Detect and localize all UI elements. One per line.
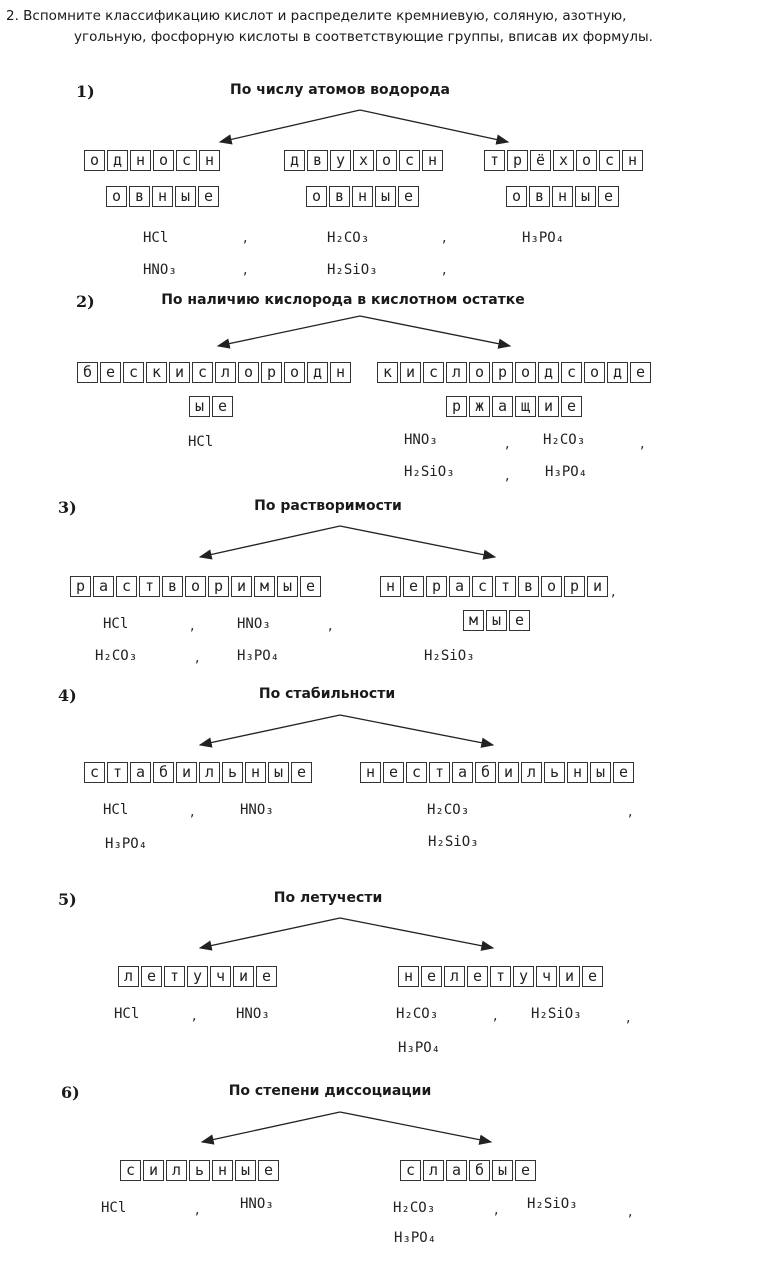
letter-box: т — [429, 762, 450, 783]
letter-box: д — [538, 362, 559, 383]
letter-box: е — [598, 186, 619, 207]
letter-box: ы — [175, 186, 196, 207]
letter-box: н — [398, 966, 419, 987]
comma-separator: , — [640, 436, 645, 452]
comma-separator: , — [442, 230, 447, 246]
letter-box: ы — [486, 610, 507, 631]
letter-box: ы — [268, 762, 289, 783]
acid-formula: H₂CO₃ — [396, 1006, 439, 1022]
acid-formula: H₂SiO₃ — [424, 648, 475, 664]
letter-box: н — [245, 762, 266, 783]
letter-box: е — [630, 362, 651, 383]
section-number: 2) — [76, 292, 95, 311]
letter-box: ь — [189, 1160, 210, 1181]
letter-box: о — [469, 362, 490, 383]
letter-box: д — [607, 362, 628, 383]
letter-box: в — [518, 576, 539, 597]
letter-box: в — [329, 186, 350, 207]
letter-box: е — [258, 1160, 279, 1181]
acid-formula: H₃PO₄ — [545, 464, 588, 480]
section-number: 5) — [58, 890, 77, 909]
letter-box: е — [256, 966, 277, 987]
letter-box: ы — [575, 186, 596, 207]
letter-box: ж — [469, 396, 490, 417]
letter-box: ы — [590, 762, 611, 783]
letter-box: с — [84, 762, 105, 783]
letter-box: б — [153, 762, 174, 783]
letter-box: и — [231, 576, 252, 597]
letter-box: е — [403, 576, 424, 597]
letter-box: ч — [210, 966, 231, 987]
letter-box: т — [107, 762, 128, 783]
letter-box: ы — [492, 1160, 513, 1181]
acid-formula: HCl — [103, 802, 129, 818]
comma-separator: , — [493, 1008, 498, 1024]
section-number: 6) — [61, 1083, 80, 1102]
letter-box: о — [84, 150, 105, 171]
acid-formula: H₃PO₄ — [394, 1230, 437, 1246]
letter-box: м — [463, 610, 484, 631]
letter-box: с — [472, 576, 493, 597]
letter-box: ь — [544, 762, 565, 783]
letter-box: а — [449, 576, 470, 597]
letter-box: д — [107, 150, 128, 171]
letter-box: с — [400, 1160, 421, 1181]
acid-formula: HNO₃ — [237, 616, 271, 632]
letter-box: н — [360, 762, 381, 783]
letter-box: о — [584, 362, 605, 383]
letter-box: о — [306, 186, 327, 207]
comma-separator: , — [611, 584, 616, 600]
letter-box: е — [613, 762, 634, 783]
letter-box: а — [130, 762, 151, 783]
letter-box: л — [521, 762, 542, 783]
letter-box: о — [185, 576, 206, 597]
letter-box: р — [208, 576, 229, 597]
letter-box: н — [199, 150, 220, 171]
acid-formula: H₂SiO₃ — [404, 464, 455, 480]
letter-box: н — [352, 186, 373, 207]
comma-separator: , — [505, 468, 510, 484]
letter-box: б — [475, 762, 496, 783]
acid-formula: HNO₃ — [240, 1196, 274, 1212]
letter-box: н — [622, 150, 643, 171]
letter-box: и — [559, 966, 580, 987]
letter-box: н — [567, 762, 588, 783]
acid-formula: HNO₃ — [240, 802, 274, 818]
acid-formula: H₂CO₃ — [327, 230, 370, 246]
letter-box: е — [291, 762, 312, 783]
letter-box: н — [422, 150, 443, 171]
letter-box: т — [164, 966, 185, 987]
comma-separator: , — [243, 262, 248, 278]
letter-box: и — [538, 396, 559, 417]
letter-box: и — [169, 362, 190, 383]
comma-separator: , — [190, 618, 195, 634]
acid-formula: H₂SiO₃ — [428, 834, 479, 850]
letter-box: м — [254, 576, 275, 597]
acid-formula: HCl — [101, 1200, 127, 1216]
letter-box: и — [498, 762, 519, 783]
letter-box: к — [377, 362, 398, 383]
section-number: 1) — [76, 82, 95, 101]
acid-formula: H₂SiO₃ — [531, 1006, 582, 1022]
letter-box: в — [529, 186, 550, 207]
letter-box: н — [330, 362, 351, 383]
comma-separator: , — [328, 618, 333, 634]
letter-box: р — [261, 362, 282, 383]
acid-formula: H₃PO₄ — [237, 648, 280, 664]
section-heading: По наличию кислорода в кислотном остатке — [161, 292, 525, 308]
letter-box: е — [100, 362, 121, 383]
comma-separator: , — [243, 230, 248, 246]
letter-box: а — [452, 762, 473, 783]
letter-box: о — [238, 362, 259, 383]
letter-box: с — [116, 576, 137, 597]
acid-formula: H₂CO₃ — [95, 648, 138, 664]
section-heading: По степени диссоциации — [228, 1083, 432, 1099]
acid-formula: H₂CO₃ — [543, 432, 586, 448]
letter-box: е — [198, 186, 219, 207]
acid-formula: HCl — [114, 1006, 140, 1022]
letter-box: р — [507, 150, 528, 171]
letter-box: с — [176, 150, 197, 171]
letter-box: р — [446, 396, 467, 417]
comma-separator: , — [190, 804, 195, 820]
letter-box: е — [212, 396, 233, 417]
letter-box: е — [515, 1160, 536, 1181]
acid-formula: HNO₃ — [143, 262, 177, 278]
letter-box: л — [444, 966, 465, 987]
letter-box: ы — [235, 1160, 256, 1181]
letter-box: у — [187, 966, 208, 987]
letter-box: ё — [530, 150, 551, 171]
comma-separator: , — [628, 804, 633, 820]
section-number: 3) — [58, 498, 77, 517]
acid-formula: H₂CO₃ — [393, 1200, 436, 1216]
letter-box: о — [106, 186, 127, 207]
letter-box: с — [423, 362, 444, 383]
letter-box: б — [469, 1160, 490, 1181]
letter-box-row — [120, 1160, 281, 1181]
letter-box: в — [307, 150, 328, 171]
letter-box: ь — [222, 762, 243, 783]
letter-box: е — [582, 966, 603, 987]
letter-box: с — [561, 362, 582, 383]
letter-box: р — [70, 576, 91, 597]
letter-box: о — [541, 576, 562, 597]
letter-box: ч — [536, 966, 557, 987]
letter-box: т — [495, 576, 516, 597]
letter-box: с — [192, 362, 213, 383]
letter-box: д — [284, 150, 305, 171]
letter-box: о — [515, 362, 536, 383]
letter-box: е — [398, 186, 419, 207]
letter-box: т — [484, 150, 505, 171]
task-line-2: угольную, фосфорную кислоты в соответствующие группы, вписав их формулы. — [74, 29, 653, 45]
letter-box: у — [513, 966, 534, 987]
acid-formula: HCl — [188, 434, 214, 450]
letter-box: л — [199, 762, 220, 783]
acid-formula: H₂SiO₃ — [327, 262, 378, 278]
letter-box: а — [446, 1160, 467, 1181]
comma-separator: , — [505, 436, 510, 452]
comma-separator: , — [628, 1204, 633, 1220]
letter-box: л — [446, 362, 467, 383]
section-heading: По летучести — [273, 890, 383, 906]
arrow-right — [340, 1112, 491, 1142]
acid-formula: HNO₃ — [236, 1006, 270, 1022]
letter-box: н — [212, 1160, 233, 1181]
acid-formula: HCl — [143, 230, 169, 246]
letter-box: о — [153, 150, 174, 171]
letter-box: л — [215, 362, 236, 383]
acid-formula: H₃PO₄ — [398, 1040, 441, 1056]
letter-box: н — [130, 150, 151, 171]
section-heading: По растворимости — [254, 498, 402, 514]
letter-box: е — [421, 966, 442, 987]
section-number: 4) — [58, 686, 77, 705]
acid-formula: HNO₃ — [404, 432, 438, 448]
comma-separator: , — [494, 1202, 499, 1218]
letter-box: ы — [375, 186, 396, 207]
letter-box: л — [423, 1160, 444, 1181]
letter-box: н — [152, 186, 173, 207]
section-heading: По стабильности — [258, 686, 396, 702]
letter-box: т — [139, 576, 160, 597]
letter-box: е — [561, 396, 582, 417]
letter-box: е — [141, 966, 162, 987]
letter-box: р — [492, 362, 513, 383]
letter-box: с — [399, 150, 420, 171]
letter-box: у — [330, 150, 351, 171]
letter-box: р — [564, 576, 585, 597]
letter-box: и — [587, 576, 608, 597]
letter-box: в — [162, 576, 183, 597]
letter-box: и — [233, 966, 254, 987]
letter-box: в — [129, 186, 150, 207]
letter-box: д — [307, 362, 328, 383]
letter-box: х — [353, 150, 374, 171]
arrow-left — [202, 1112, 340, 1142]
letter-box: б — [77, 362, 98, 383]
acid-formula: HCl — [103, 616, 129, 632]
acid-formula: H₂CO₃ — [427, 802, 470, 818]
letter-box: и — [176, 762, 197, 783]
letter-box: а — [492, 396, 513, 417]
section-heading: По числу атомов водорода — [230, 82, 450, 98]
comma-separator: , — [626, 1010, 631, 1026]
letter-box: ы — [277, 576, 298, 597]
acid-formula: H₃PO₄ — [522, 230, 565, 246]
letter-box: е — [509, 610, 530, 631]
comma-separator: , — [192, 1008, 197, 1024]
letter-box: х — [553, 150, 574, 171]
letter-box: к — [146, 362, 167, 383]
letter-box: щ — [515, 396, 536, 417]
letter-box: с — [599, 150, 620, 171]
acid-formula: H₂SiO₃ — [527, 1196, 578, 1212]
letter-box: с — [406, 762, 427, 783]
letter-box: с — [123, 362, 144, 383]
letter-box: о — [284, 362, 305, 383]
comma-separator: , — [195, 1202, 200, 1218]
comma-separator: , — [442, 262, 447, 278]
letter-box: а — [93, 576, 114, 597]
comma-separator: , — [195, 650, 200, 666]
letter-box: о — [376, 150, 397, 171]
letter-box: о — [576, 150, 597, 171]
letter-box: е — [383, 762, 404, 783]
letter-box: н — [552, 186, 573, 207]
letter-box: л — [166, 1160, 187, 1181]
letter-box: с — [120, 1160, 141, 1181]
letter-box: и — [400, 362, 421, 383]
letter-box-row — [400, 1160, 538, 1181]
letter-box: и — [143, 1160, 164, 1181]
task-line-1: 2. Вспомните классификацию кислот и распределите кремниевую, соляную, азотную, — [6, 8, 627, 24]
letter-box: о — [506, 186, 527, 207]
letter-box: р — [426, 576, 447, 597]
acid-formula: H₃PO₄ — [105, 836, 148, 852]
letter-box: ы — [189, 396, 210, 417]
letter-box: е — [300, 576, 321, 597]
letter-box: е — [467, 966, 488, 987]
letter-box: л — [118, 966, 139, 987]
letter-box: т — [490, 966, 511, 987]
letter-box: н — [380, 576, 401, 597]
